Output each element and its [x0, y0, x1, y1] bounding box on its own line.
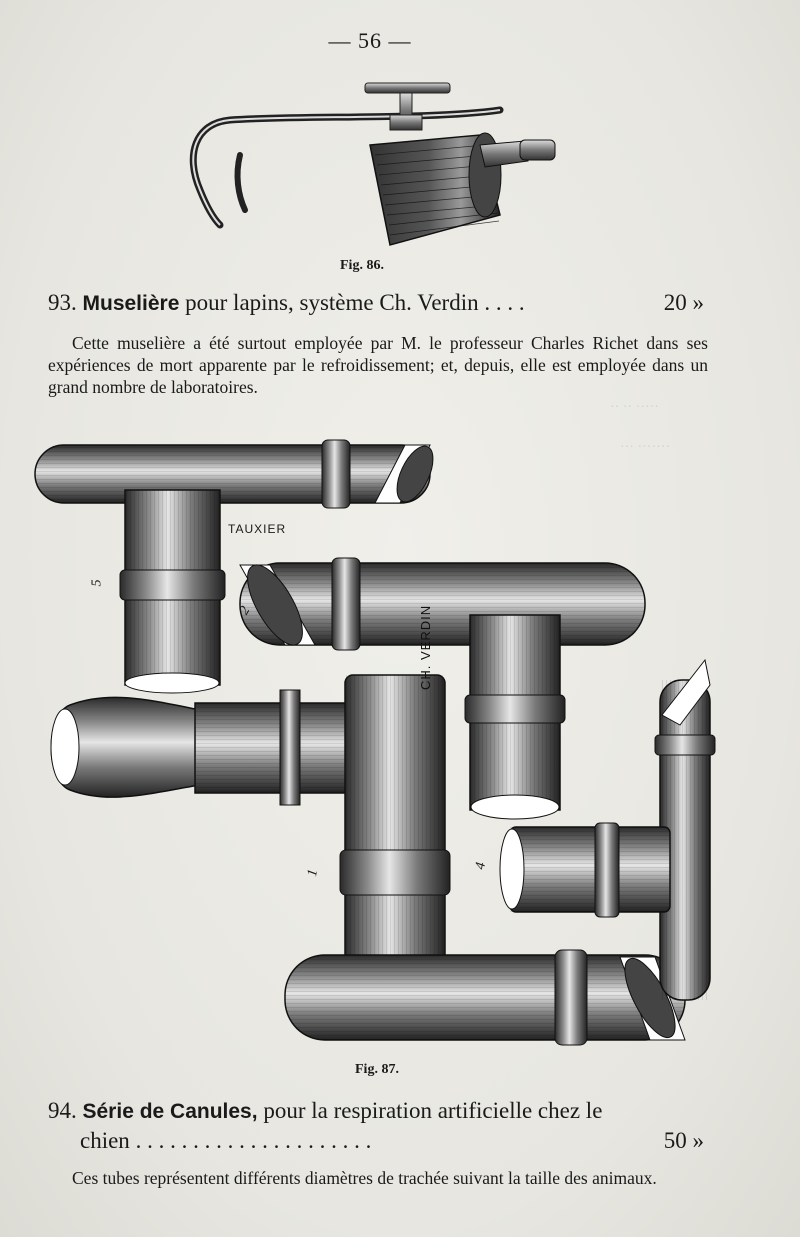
entry-93-leader: . . . .: [478, 290, 525, 315]
entry-93-title-rest: pour lapins, système Ch. Verdin: [179, 290, 479, 315]
bleed-through-text: ··· ·······: [620, 440, 671, 455]
tube-label-1: 1: [305, 868, 322, 878]
entry-93-price: 20 »: [663, 290, 704, 315]
entry-93-number: 93.: [48, 290, 77, 315]
page-number: — 56 —: [328, 28, 412, 53]
entry-93-description: [48, 332, 708, 398]
tube-label-4: 4: [473, 861, 490, 871]
rabbit-muzzle-illustration: [180, 75, 570, 255]
tube-label-5: 5: [89, 579, 105, 587]
maker-mark: CH. VERDIN: [418, 604, 433, 690]
entry-94-price: 50 »: [663, 1128, 704, 1153]
entry-94-description: [48, 1167, 708, 1189]
figure-86-caption: Fig. 86.: [340, 258, 384, 273]
entry-94-number: 94.: [48, 1098, 77, 1123]
engraver-signature: TAUXIER: [228, 522, 287, 536]
entry-94-heading-line2: [80, 1128, 718, 1154]
cannula-series-illustration: [30, 435, 720, 1060]
bleed-through-text: ·· ·· ·····: [610, 400, 659, 415]
entry-93-description-text: Cette muselière a été surtout employée par M. le professeur Charles Richet dans ses expériences de mort apparente par le refroidissement; et, depuis, elle est employée dans un grand nombre de laboratoires.: [48, 333, 708, 397]
entry-94-title-rest: pour la respiration artificielle chez le: [257, 1098, 603, 1123]
entry-94-name: Série de Canules,: [82, 1100, 258, 1123]
entry-94-description-text: Ces tubes représentent différents diamètres de trachée suivant la taille des animaux.: [72, 1168, 657, 1188]
entry-93-heading: [48, 290, 718, 316]
entry-93-name: Muselière: [82, 292, 180, 315]
entry-94-heading: [48, 1098, 718, 1124]
tube-label-2: 2: [236, 603, 254, 618]
figure-87-caption: Fig. 87.: [355, 1062, 399, 1077]
entry-94-title-line2: chien: [80, 1128, 130, 1153]
entry-94-leader: . . . . . . . . . . . . . . . . . . . . .: [129, 1128, 372, 1153]
